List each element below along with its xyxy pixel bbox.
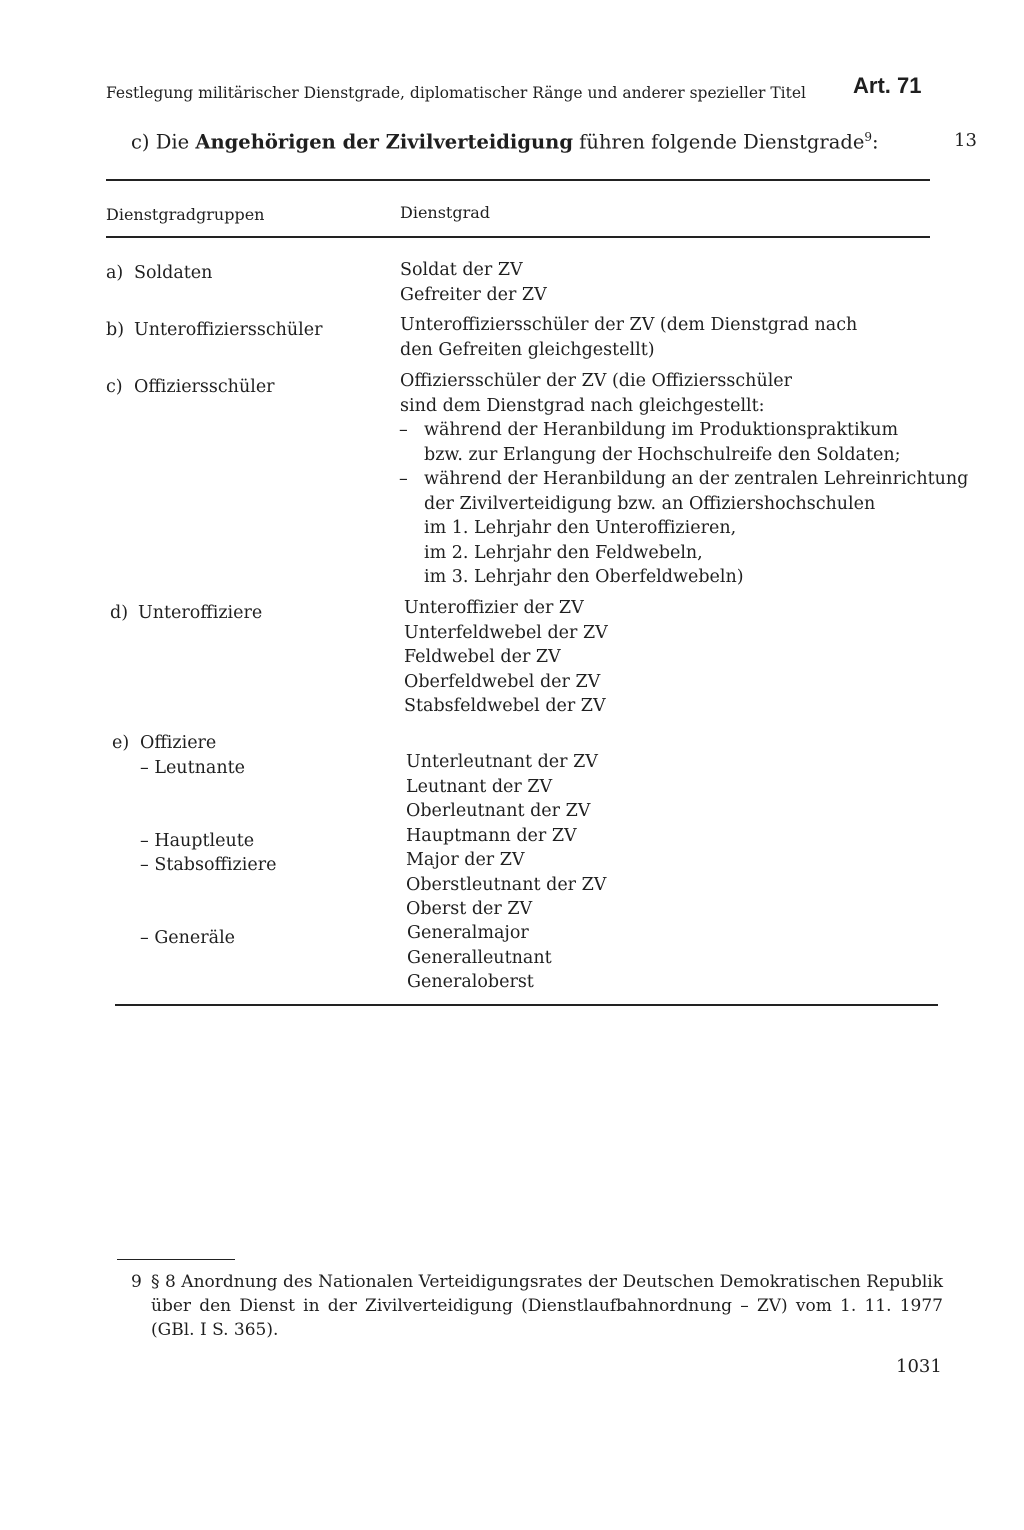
table-bottom-rule — [115, 1004, 938, 1006]
rank-item: Hauptmann der ZV — [406, 826, 577, 846]
column-header-rank: Dienstgrad — [400, 203, 491, 222]
footnote-number: 9 — [131, 1272, 142, 1292]
footnote-separator — [117, 1259, 235, 1260]
running-title: Festlegung militärischer Dienstgrade, diplomatischer Ränge und anderer spezieller Titel — [106, 84, 806, 102]
rank-list-d — [404, 596, 608, 719]
rank-item: Gefreiter der ZV — [400, 284, 547, 305]
dash-item-line: im 2. Lehrjahr den Feldwebeln, — [424, 542, 703, 563]
rank-item: Major der ZV — [406, 850, 525, 870]
dash-mark: – — [140, 758, 149, 778]
rank-list-stabsoffiziere — [406, 848, 606, 922]
footnote-text: § 8 Anordnung des Nationalen Verteidigungsrates der Deutschen Demokratischen Republik über den Dienst in der Zivilverteidigung (Dienstlaufbahnordnung – ZV) vom 1. 11. 1977 (GBl. I S. 365). — [151, 1272, 943, 1340]
rank-item: Generalmajor — [407, 923, 529, 943]
rank-item: Soldat der ZV — [400, 260, 523, 280]
rank-item: sind dem Dienstgrad nach gleichgestellt: — [400, 395, 765, 416]
column-header-groups: Dienstgradgruppen — [106, 205, 265, 224]
margin-number: 13 — [954, 130, 977, 151]
footnote — [131, 1270, 943, 1342]
group-label-c — [106, 375, 275, 400]
intro-prefix: c) Die — [131, 130, 196, 154]
group-label: Offiziersschüler — [134, 377, 275, 397]
dash-item-line: bzw. zur Erlangung der Hochschulreife den Soldaten; — [424, 444, 901, 465]
rank-item: Offiziersschüler der ZV (die Offiziersschüler — [400, 371, 793, 391]
group-label-a — [106, 261, 212, 286]
group-label: Soldaten — [134, 263, 213, 283]
group-mark: d) — [110, 603, 129, 623]
rank-item: Unterleutnant der ZV — [406, 752, 598, 772]
intro-end: : — [872, 130, 879, 154]
intro-bold: Angehörigen der Zivilverteidigung — [195, 130, 573, 154]
subgroup-generaele: – Generäle — [140, 928, 236, 948]
rank-item: Oberleutnant der ZV — [406, 801, 591, 821]
table-top-rule — [106, 179, 930, 181]
rank-item: Feldwebel der ZV — [404, 647, 561, 667]
subgroup-hauptleute: – Hauptleute — [140, 831, 255, 851]
dash-mark: – — [140, 831, 149, 851]
group-mark: e) — [112, 733, 130, 753]
page-number: 1031 — [896, 1356, 942, 1377]
rank-item: Oberst der ZV — [406, 899, 533, 919]
rank-item: Oberstleutnant der ZV — [406, 874, 607, 895]
rank-item: Generalleutnant — [407, 947, 552, 968]
group-label-d — [110, 601, 262, 626]
rank-item: Unteroffizier der ZV — [404, 598, 584, 618]
rank-list-b — [400, 313, 857, 362]
rank-item: Generaloberst — [407, 972, 534, 992]
rank-list-leutnante — [406, 750, 598, 824]
group-label: Unteroffiziere — [138, 603, 263, 623]
rank-list-generaele — [407, 921, 552, 995]
rank-item: den Gefreiten gleichgestellt) — [400, 339, 655, 360]
group-mark: c) — [106, 377, 123, 397]
rank-list-hauptleute — [406, 824, 577, 849]
dash-item-line: – während der Heranbildung im Produktionspraktikum — [424, 418, 968, 443]
dash-mark: – — [140, 855, 149, 875]
rank-item: Unterfeldwebel der ZV — [404, 622, 608, 643]
dash-item-line: im 1. Lehrjahr den Unteroffizieren, — [424, 518, 737, 538]
group-label: Offiziere — [140, 733, 217, 753]
group-label-e — [112, 731, 216, 756]
dash-mark: – — [399, 469, 408, 489]
rank-list-a — [400, 258, 547, 307]
section-intro — [131, 130, 879, 154]
table-header-rule — [106, 236, 930, 238]
rank-list-c — [400, 369, 792, 418]
dash-item-line: der Zivilverteidigung bzw. an Offiziershochschulen — [424, 493, 876, 514]
dash-item-list-c — [399, 418, 969, 590]
article-label: Art. 71 — [853, 73, 922, 98]
intro-suffix: führen folgende Dienstgrade — [572, 130, 865, 154]
group-label: Unteroffiziersschüler — [134, 320, 323, 340]
rank-item: Leutnant der ZV — [406, 776, 553, 797]
rank-item: Oberfeldwebel der ZV — [404, 671, 601, 692]
dash-item-line: – während der Heranbildung an der zentralen Lehreinrichtung — [424, 467, 968, 492]
group-label-b — [106, 318, 323, 343]
dash-mark: – — [140, 928, 149, 948]
dash-mark: – — [399, 420, 408, 440]
dash-item-line: im 3. Lehrjahr den Oberfeldwebeln) — [424, 567, 744, 587]
footnote-reference[interactable]: 9 — [864, 130, 873, 144]
rank-item: Stabsfeldwebel der ZV — [404, 696, 606, 716]
group-mark: a) — [106, 263, 124, 283]
rank-item: Unteroffiziersschüler der ZV (dem Dienstgrad nach — [400, 315, 858, 335]
subgroup-leutnante: – Leutnante — [140, 758, 245, 778]
subgroup-stabsoffiziere: – Stabsoffiziere — [140, 855, 277, 875]
group-mark: b) — [106, 320, 125, 340]
